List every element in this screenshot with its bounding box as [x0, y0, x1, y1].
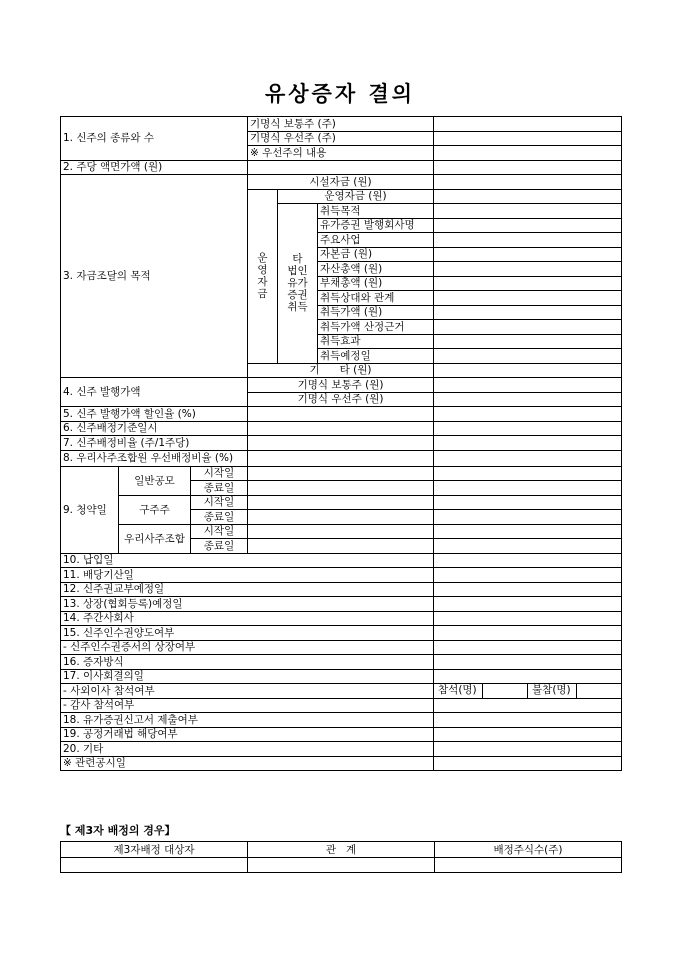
sub-esop: 우리사주조합 — [119, 524, 191, 553]
third-party-section-title: 【 제3자 배정의 경우】 — [60, 824, 176, 837]
row-outside-directors: - 사외이사 참석여부 — [61, 684, 434, 699]
sub-start-label: 시작일 — [191, 466, 248, 481]
value-allottee[interactable] — [61, 858, 248, 873]
value-allotted-shares[interactable] — [435, 858, 622, 873]
acq-total-assets: 자산총액 (원) — [318, 262, 434, 277]
row-rights-transfer: 15. 신주인수권양도여부 — [61, 626, 434, 641]
row-par-value: 2. 주당 액면가액 (원) — [61, 160, 248, 175]
row-dividend-start: 11. 배당기산일 — [61, 568, 434, 583]
row-certificate-delivery: 12. 신주권교부예정일 — [61, 582, 434, 597]
label-operating-funds: 운영자금 (원) — [278, 189, 434, 204]
value-board-resolution-date[interactable] — [434, 669, 622, 684]
value-issue-price-preferred[interactable] — [434, 392, 622, 407]
label-common-shares: 기명식 보통주 (주) — [248, 117, 434, 132]
acq-purpose: 취득목적 — [318, 204, 434, 219]
value-public-end[interactable] — [434, 481, 622, 496]
value-offering-method[interactable] — [434, 655, 622, 670]
value-fair-trade-act[interactable] — [434, 727, 622, 742]
header-allottee: 제3자배정 대상자 — [61, 842, 248, 858]
rights-offering-table — [60, 116, 622, 771]
row-offering-method: 16. 증자방식 — [61, 655, 434, 670]
value-public-start[interactable] — [434, 466, 622, 481]
value-acq-capital[interactable] — [434, 247, 622, 262]
value-certificate-delivery[interactable] — [434, 582, 622, 597]
sub-public-offering: 일반공모 — [119, 466, 191, 495]
value-par-value[interactable] — [434, 160, 622, 175]
sub-existing-shareholders: 구주주 — [119, 495, 191, 524]
row-allotment-ratio: 7. 신주배정비율 (주/1주당) — [61, 436, 248, 451]
row-related-disclosure-date: ※ 관련공시일 — [61, 756, 434, 771]
row-funding-purpose: 3. 자금조달의 목적 — [61, 175, 248, 378]
value-rights-listing[interactable] — [434, 640, 622, 655]
value-issue-price-common[interactable] — [434, 378, 622, 393]
label-facility-funds: 시설자금 (원) — [248, 175, 434, 190]
sub-end-label: 종료일 — [191, 510, 248, 525]
row-board-resolution-date: 17. 이사회결의일 — [61, 669, 434, 684]
row-discount-rate: 5. 신주 발행가액 할인율 (%) — [61, 407, 248, 422]
row-other: 20. 기타 — [61, 742, 434, 757]
outside-directors-attendance — [434, 684, 622, 699]
document-title: 유상증자 결의 — [264, 81, 416, 106]
value-record-date[interactable] — [434, 421, 622, 436]
value-preferred-shares[interactable] — [434, 131, 622, 146]
value-listing-date[interactable] — [434, 597, 622, 612]
label-issue-price-preferred: 기명식 우선주 (원) — [248, 392, 434, 407]
label-preferred-details: ※ 우선주의 내용 — [248, 146, 434, 161]
value-rights-transfer[interactable] — [434, 626, 622, 641]
sub-start-label: 시작일 — [191, 524, 248, 539]
sub-start-label: 시작일 — [191, 495, 248, 510]
value-dividend-start[interactable] — [434, 568, 622, 583]
value-other[interactable] — [434, 742, 622, 757]
acq-total-liabilities: 부채총액 (원) — [318, 276, 434, 291]
value-esop-start[interactable] — [434, 524, 622, 539]
label-issue-price-common: 기명식 보통주 (원) — [248, 378, 434, 393]
row-payment-date: 10. 납입일 — [61, 553, 434, 568]
value-relation[interactable] — [248, 858, 435, 873]
row-record-date: 6. 신주배정기준일시 — [61, 421, 248, 436]
third-party-table — [60, 841, 622, 873]
value-acq-main-business[interactable] — [434, 233, 622, 248]
value-acq-total-assets[interactable] — [434, 262, 622, 277]
value-acq-price[interactable] — [434, 305, 622, 320]
value-acq-relation[interactable] — [434, 291, 622, 306]
label-preferred-shares: 기명식 우선주 (주) — [248, 131, 434, 146]
value-registration-statement[interactable] — [434, 713, 622, 728]
header-relation: 관 계 — [248, 842, 435, 858]
row-share-type: 1. 신주의 종류와 수 — [61, 117, 248, 161]
row-fair-trade-act: 19. 공정거래법 해당여부 — [61, 727, 434, 742]
row-listing-date: 13. 상장(협회등록)예정일 — [61, 597, 434, 612]
value-acq-date[interactable] — [434, 349, 622, 364]
acq-main-business: 주요사업 — [318, 233, 434, 248]
value-other-funds[interactable] — [434, 363, 622, 378]
value-auditor-attendance[interactable] — [434, 698, 622, 713]
value-lead-manager[interactable] — [434, 611, 622, 626]
acq-price-basis: 취득가액 산정근거 — [318, 320, 434, 335]
acq-effect: 취득효과 — [318, 334, 434, 349]
sub-end-label: 종료일 — [191, 481, 248, 496]
row-issue-price: 4. 신주 발행가액 — [61, 378, 248, 407]
value-related-disclosure-date[interactable] — [434, 756, 622, 771]
acq-price: 취득가액 (원) — [318, 305, 434, 320]
absent-count[interactable] — [576, 684, 621, 698]
row-registration-statement: 18. 유가증권신고서 제출여부 — [61, 713, 434, 728]
value-acq-purpose[interactable] — [434, 204, 622, 219]
acq-relation: 취득상대와 관계 — [318, 291, 434, 306]
acq-issuer: 유가증권 발행회사명 — [318, 218, 434, 233]
row-lead-manager: 14. 주간사회사 — [61, 611, 434, 626]
attend-count[interactable] — [482, 684, 528, 698]
value-preferred-details[interactable] — [434, 146, 622, 161]
value-payment-date[interactable] — [434, 553, 622, 568]
sub-end-label: 종료일 — [191, 539, 248, 554]
value-acq-price-basis[interactable] — [434, 320, 622, 335]
header-allotted-shares: 배정주식수(주) — [435, 842, 622, 858]
value-operating-funds[interactable] — [434, 189, 622, 204]
value-existing-end[interactable] — [434, 510, 622, 525]
label-other-securities-vertical: 타 법인 유가 증권 취득 — [278, 204, 318, 364]
acq-date: 취득예정일 — [318, 349, 434, 364]
value-allotment-ratio[interactable] — [434, 436, 622, 451]
value-acq-effect[interactable] — [434, 334, 622, 349]
value-esop-ratio[interactable] — [434, 450, 622, 466]
value-acq-total-liabilities[interactable] — [434, 276, 622, 291]
row-auditor-attendance: - 감사 참석여부 — [61, 698, 434, 713]
value-acq-issuer[interactable] — [434, 218, 622, 233]
value-facility-funds[interactable] — [434, 175, 622, 190]
label-operating-funds-vertical: 운 영 자 금 — [248, 189, 278, 363]
absent-label: 불참(명) — [532, 684, 571, 696]
row-rights-listing: - 신주인수권증서의 상장여부 — [61, 640, 434, 655]
acq-capital: 자본금 (원) — [318, 247, 434, 262]
value-discount-rate[interactable] — [434, 407, 622, 422]
value-esop-end[interactable] — [434, 539, 622, 554]
attend-label: 참석(명) — [438, 684, 477, 696]
value-common-shares[interactable] — [434, 117, 622, 132]
label-other-funds: 기 타 (원) — [248, 363, 434, 378]
row-subscription-date: 9. 청약일 — [61, 466, 119, 553]
value-existing-start[interactable] — [434, 495, 622, 510]
row-esop-ratio: 8. 우리사주조합원 우선배정비율 (%) — [61, 450, 248, 466]
